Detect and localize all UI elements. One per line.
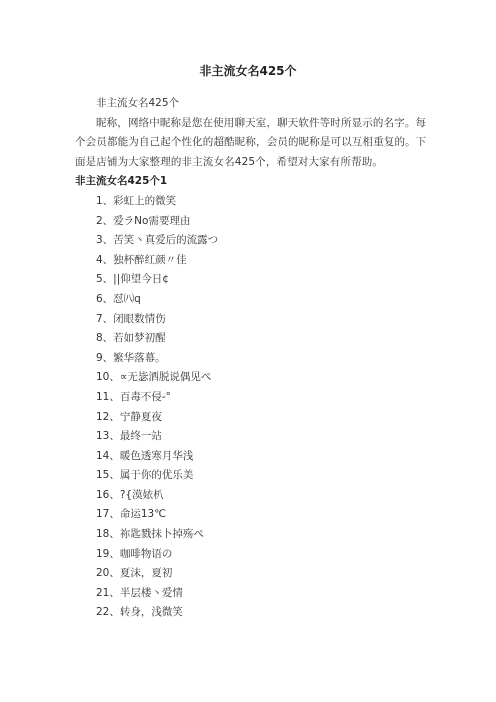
list-item: 21、半层楼丶爱情 <box>96 586 183 599</box>
list-item: 14、暖色透寒月华浅 <box>96 449 194 462</box>
list-item: 3、苦笑丶真爱后的流露つ <box>96 234 219 247</box>
list-item: 10、∝无毖洒脱说偶见ぺ <box>96 371 212 384</box>
list-item: 2、爱ラNo需要理由 <box>96 214 191 227</box>
list-item: 19、咖啡物语の <box>96 547 173 560</box>
section-heading: 非主流女名425个1 <box>75 175 168 188</box>
document-body <box>75 94 431 623</box>
list-item: 22、转身，浅微笑 <box>96 606 183 619</box>
list-item: 4、独杯醉红颜〃佳 <box>96 253 187 266</box>
list-item: 16、?{漠㛄朳 <box>96 488 164 501</box>
intro-title: 非主流女名425个 <box>96 97 180 109</box>
document-title: 非主流女名425个 <box>199 64 297 78</box>
intro-paragraph: 昵称，网络中昵称是您在使用聊天室，聊天软件等时所显示的名字。每个会员都能为自己起个性化的超酷昵称，会员的昵称是可以互相重复的。下面是店铺为大家整理的非主流女名425个，希望对大家有所帮助。 <box>75 116 427 168</box>
list-item: 11、百毒不侵-° <box>96 390 171 403</box>
list-item: 6、怼㈧q <box>96 292 141 305</box>
list-item: 17、命运13℃ <box>96 508 167 521</box>
list-item: 13、最终一站 <box>96 430 162 443</box>
list-item: 7、闭眼数情伤 <box>96 312 166 325</box>
list-item: 8、若如梦初醒 <box>96 332 166 345</box>
list-item: 12、宁静夏夜 <box>96 410 162 423</box>
list-item: 18、祢匙戮抹卜掉殇ぺ <box>96 528 204 541</box>
list-item: 1、彩虹上的微笑 <box>96 194 177 207</box>
list-item: 20、夏沫，夏初 <box>96 567 173 580</box>
list-item: 9、繁华落幕。 <box>96 351 166 364</box>
list-item: 15、属于你的优乐美 <box>96 469 194 482</box>
name-list <box>75 192 431 623</box>
list-item: 5、||仰望今日¢ <box>96 273 169 286</box>
